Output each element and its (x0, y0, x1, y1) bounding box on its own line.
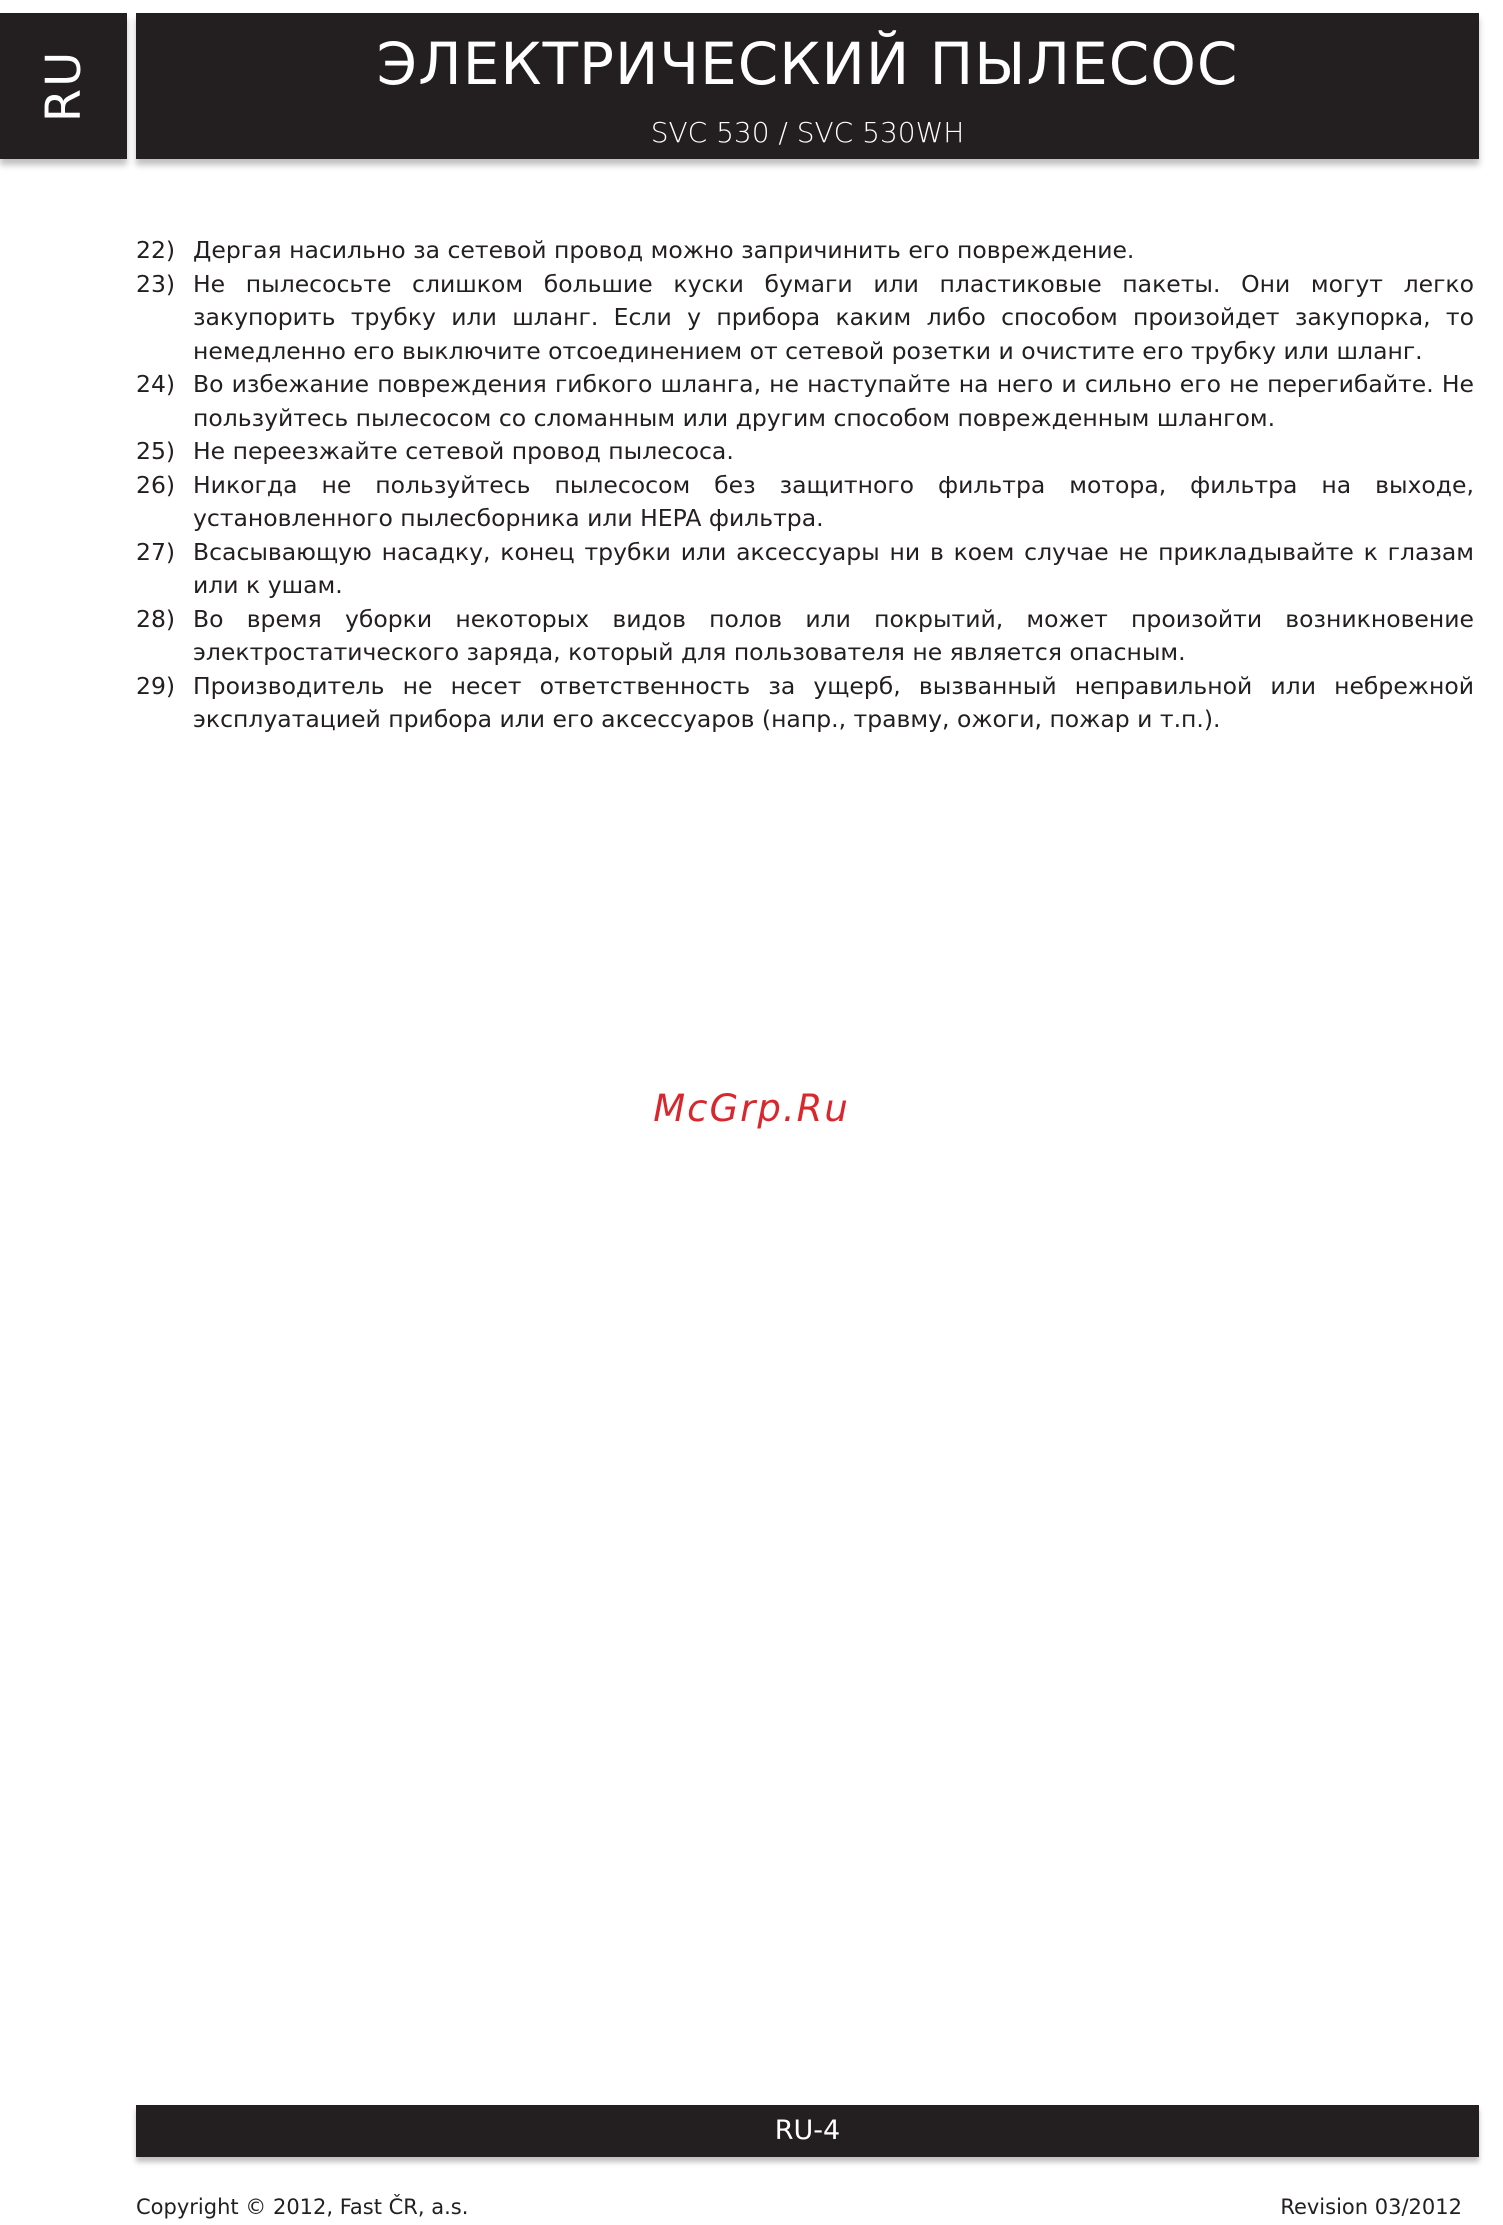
page-title: ЭЛЕКТРИЧЕСКИЙ ПЫЛЕСОС (376, 30, 1239, 98)
revision-text: Revision 03/2012 (1280, 2195, 1462, 2219)
item-number: 27) (136, 537, 176, 566)
item-number: 24) (136, 370, 176, 398)
item-text: Производитель не несет ответственность за ущерб, вызванный неправильной или небрежной эксплуатацией прибора или его аксессуаров (напр., травму, ожоги, пожар и т.п.). (193, 671, 1474, 733)
item-number: 28) (136, 604, 176, 633)
item-text: Никогда не пользуйтесь пылесосом без защитного фильтра мотора, фильтра на выходе, установленного пылесборника или HEPA фильтра. (193, 470, 1474, 532)
watermark-link[interactable]: McGrp.Ru (653, 1087, 850, 1130)
item-number: 29) (136, 671, 176, 700)
item-text: Не переезжайте сетевой провод пылесоса. (193, 437, 734, 465)
language-tab (0, 13, 127, 159)
language-code: RU (35, 49, 92, 123)
list-item (136, 234, 1474, 268)
item-text: Не пылесосьте слишком большие куски бумаги или пластиковые пакеты. Они могут легко закупорить трубку или шланг. Если у прибора каким либо способом произойдет закупорка, то немедленно его выключите отсоединением от сетевой розетки и очистите его трубку или шланг. (193, 269, 1474, 365)
item-text: Дергая насильно за сетевой провод можно запричинить его повреждение. (193, 236, 1135, 264)
item-number: 23) (136, 269, 176, 298)
item-text: Во избежание повреждения гибкого шланга, не наступайте на него и сильно его не перегибайте. Не пользуйтесь пылесосом со сломанным или другим способом поврежденным шлангом. (193, 370, 1474, 432)
list-item (136, 670, 1474, 737)
instruction-list (136, 234, 1474, 737)
list-item (136, 603, 1474, 670)
model-subtitle: SVC 530 / SVC 530WH (650, 116, 965, 149)
list-item (136, 368, 1474, 435)
item-text: Во время уборки некоторых видов полов или покрытий, может произойти возникновение электростатического заряда, который для пользователя не является опасным. (193, 604, 1474, 666)
list-item (136, 435, 1474, 469)
item-number: 25) (136, 437, 176, 465)
footer-bar (136, 2105, 1479, 2157)
copyright-text: Copyright © 2012, Fast ČR, a.s. (136, 2195, 469, 2219)
list-item (136, 469, 1474, 536)
item-number: 26) (136, 470, 176, 499)
list-item (136, 536, 1474, 603)
list-item (136, 268, 1474, 369)
item-text: Всасывающую насадку, конец трубки или аксессуары ни в коем случае не прикладывайте к глазам или к ушам. (193, 537, 1474, 599)
item-number: 22) (136, 236, 176, 264)
page-number: RU-4 (774, 2115, 841, 2146)
title-bar (136, 13, 1479, 159)
